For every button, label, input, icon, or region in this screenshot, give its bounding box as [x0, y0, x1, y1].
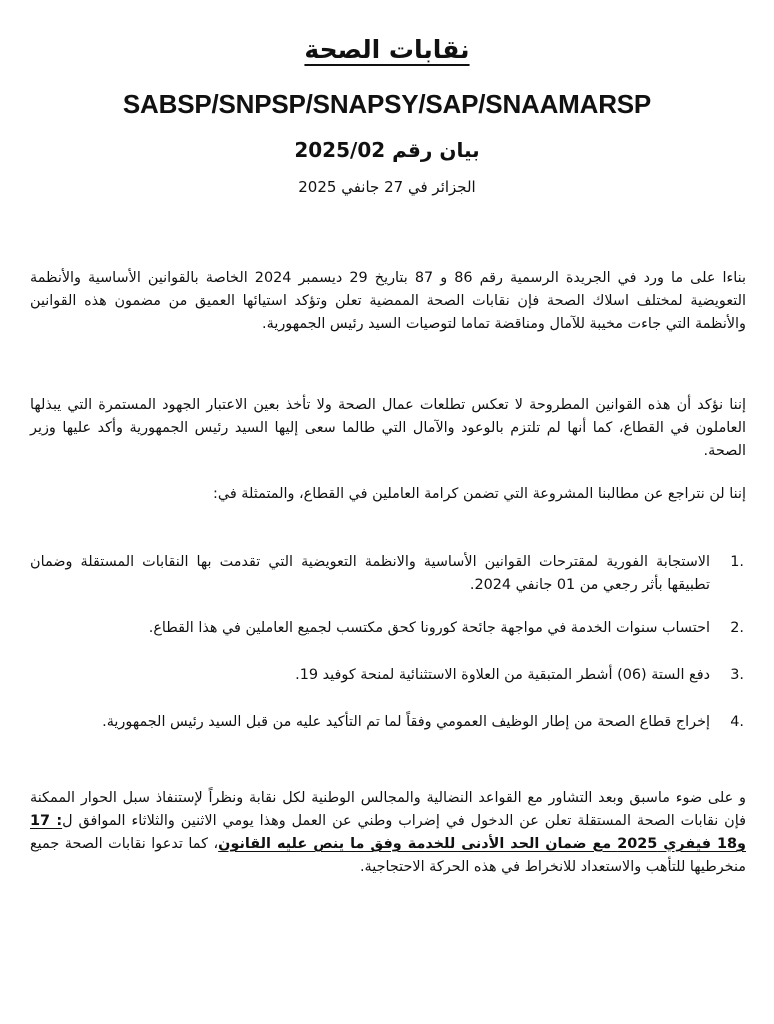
union-acronyms: SABSP/SNPSP/SNAPSY/SAP/SNAAMARSP	[122, 89, 652, 119]
place-date: الجزائر في 27 جانفي 2025	[298, 178, 476, 196]
demands-list	[30, 551, 746, 734]
strike-text-part-2: ، كما تدعوا نقابات الصحة جميع منخرطيها للتأهب والاستعداد للانخراط في هذه الحركة الاحتجاجية.	[30, 836, 746, 875]
demand-text: إخراج قطاع الصحة من إطار الوظيف العمومي وفقاً لما تم التأكيد عليه من قبل السيد رئيس الجمهورية.	[102, 714, 710, 730]
demand-number: 3.	[730, 667, 744, 683]
demand-text: احتساب سنوات الخدمة في مواجهة جائحة كورونا كحق مكتسب لجميع العاملين في هذا القطاع.	[148, 620, 710, 636]
strike-text-part-1: و على ضوء ماسبق وبعد التشاور مع القواعد النضالية والمجالس الوطنية لكل نقابة ونظراً لإستنفاذ سبل الحوار الممكنة فإن نقابات الصحة المستقلة تعلن عن الدخول في إضراب وطني عن العمل وهذا يومي الاثنين والثلاثاء الموافق ل	[30, 790, 746, 829]
paragraph-demands-intro: إننا لن نتراجع عن مطالبنا المشروعة التي تضمن كرامة العاملين في القطاع، والمتمثلة في:	[213, 486, 746, 502]
paragraph-strike-announcement	[30, 787, 746, 879]
demand-item	[30, 664, 746, 687]
demand-number: 4.	[730, 714, 744, 730]
demand-item	[30, 711, 746, 734]
demand-item	[30, 551, 746, 597]
document-title	[0, 30, 774, 70]
document-title-text: نقابات الصحة	[304, 35, 470, 64]
paragraph-intro: بناءا على ما ورد في الجريدة الرسمية رقم 86 و 87 بتاريخ 29 ديسمبر 2024 الخاصة بالقوانين الأساسية والأنظمة التعويضية لمختلف اسلاك الصحة فإن نقابات الصحة الممضية تعلن وتؤكد استيائها العميق من مضمون هذه القوانين والأنظمة التي جاءت مخيبة للآمال ومناقضة تماما لتوصيات السيد رئيس الجمهورية.	[30, 270, 747, 332]
demand-number: 1.	[730, 554, 744, 570]
demand-text: الاستجابة الفورية لمقترحات القوانين الأساسية والانظمة التعويضية التي تقدمت بها النقابات المستقلة وضمان تطبيقها بأثر رجعي من 01 جانفي 2024.	[30, 554, 710, 593]
demand-text: دفع الستة (06) أشطر المتبقية من العلاوة الاستثنائية لمنحة كوفيد 19.	[295, 667, 710, 683]
statement-number: بيان رقم 2025/02	[294, 138, 480, 162]
paragraph-position: إننا نؤكد أن هذه القوانين المطروحة لا تعكس تطلعات عمال الصحة ولا تأخذ بعين الاعتبار الجهود المستمرة التي يبذلها العاملون في القطاع، كما أنها لم تلتزم بالوعود والآمال التي طالما سعى إليها السيد رئيس الجمهورية وأكد عليها وزير الصحة.	[30, 397, 746, 459]
demand-number: 2.	[730, 620, 744, 636]
strike-dates-highlight: : 17 و18 فيفري 2025 مع ضمان الحد الأدنى للخدمة وفق ما ينص عليه القانون	[30, 813, 746, 852]
demand-item	[30, 617, 746, 640]
